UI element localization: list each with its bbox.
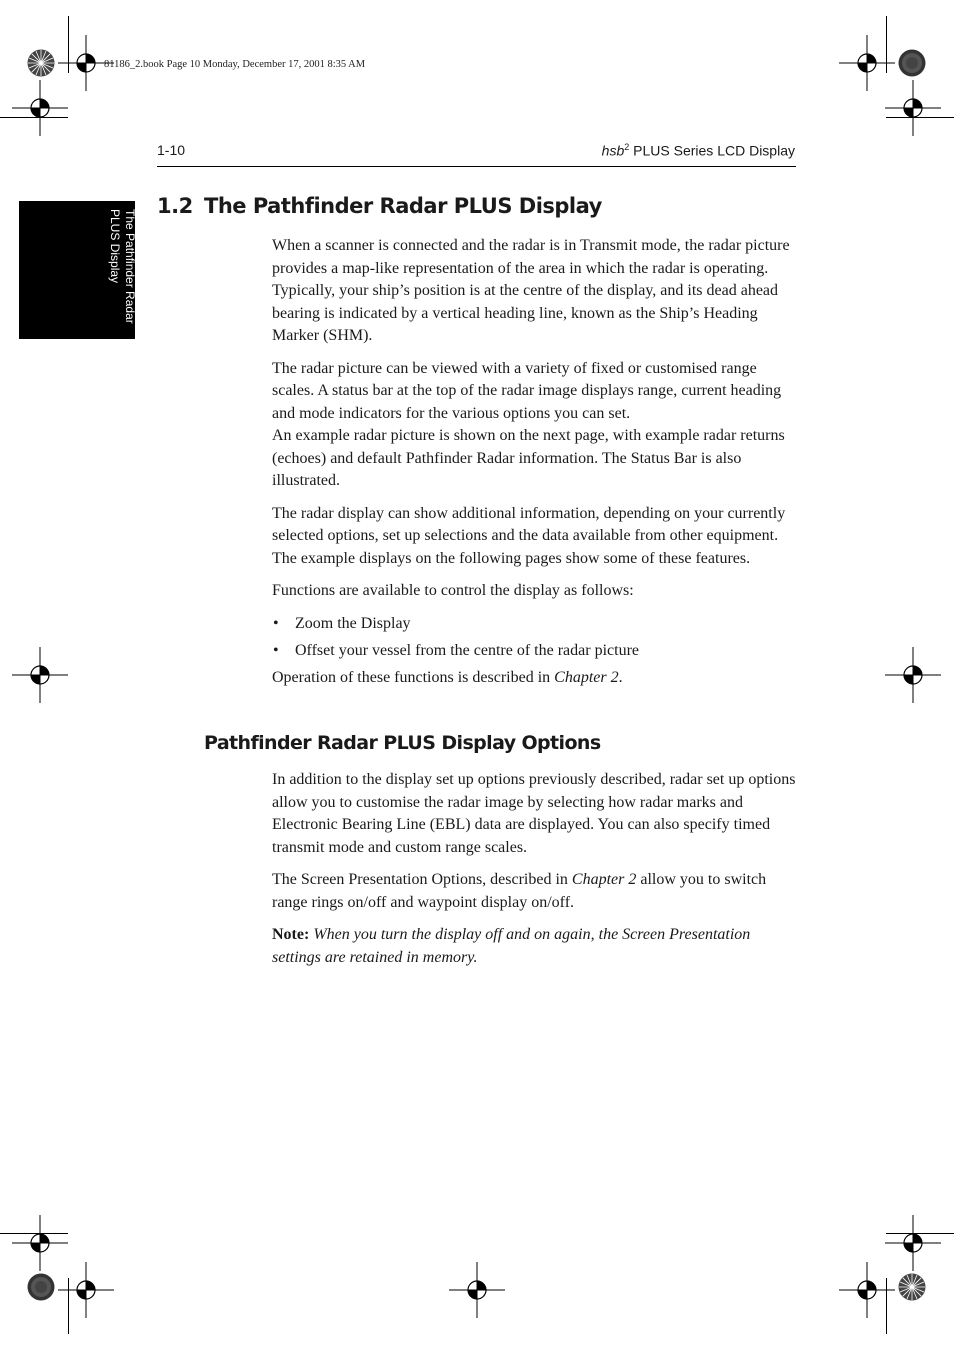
registration-mark-icon <box>12 647 68 703</box>
side-tab-label <box>107 209 137 324</box>
side-tab-line-1: The Pathfinder Radar <box>123 209 137 324</box>
paragraph: The radar picture can be viewed with a variety of fixed or customised range scales. A status bar at the top of the radar image displays range, current heading and mode indicators for the various options you can set. <box>272 359 782 422</box>
paragraph-text: allow you to switch range rings on/off and waypoint display on/off. <box>272 871 767 911</box>
paragraph: An example radar picture is shown on the next page, with example radar returns (echoes) and default Pathfinder Radar information. The Status Bar is also illustrated. <box>272 427 785 489</box>
chapter-side-tab <box>19 201 135 339</box>
registration-mark-icon <box>839 1262 895 1318</box>
section-body <box>272 235 798 690</box>
paragraph: In addition to the display set up options previously described, radar set up options allow you to customise the radar image by selecting how radar marks and Electronic Bearing Line (EBL) data are displayed. You can also specify timed transmit mode and custom range scales. <box>272 771 796 856</box>
paragraph-text: The Screen Presentation Options, described in <box>272 871 572 888</box>
bullet-list <box>272 613 798 663</box>
chapter-reference: Chapter 2 <box>571 871 637 888</box>
paragraph <box>272 667 798 690</box>
header-rule <box>157 166 796 167</box>
side-tab-line-2: PLUS Display <box>108 209 122 284</box>
color-rosette-icon <box>898 49 926 77</box>
section-number: 1.2 <box>157 194 193 218</box>
print-slug: 81186_2.book Page 10 Monday, December 17, 2001 8:35 AM <box>104 59 366 70</box>
note-label: Note: <box>272 926 310 943</box>
note-text: When you turn the display off and on again, the Screen Presentation settings are retained in memory. <box>272 926 751 966</box>
paragraph: Functions are available to control the display as follows: <box>272 582 634 599</box>
brand-superscript: 2 <box>624 142 630 152</box>
running-header-text: PLUS Series LCD Display <box>629 142 795 159</box>
operation-text: Operation of these functions is described in <box>272 669 555 686</box>
running-header-title <box>602 142 795 159</box>
chapter-reference: Chapter 2 <box>554 669 619 686</box>
subsection-body <box>272 769 798 969</box>
color-rosette-icon <box>898 1273 926 1301</box>
section-heading <box>157 194 602 218</box>
page-number: 1-10 <box>157 142 186 158</box>
operation-suffix: . <box>618 669 623 686</box>
paragraph: When a scanner is connected and the radar is in Transmit mode, the radar picture provides a map-like representation of the area in which the radar is operating. Typically, your ship’s position is at the centre of the display, and its dead ahead bearing is indicated by a vertical heading line, known as the Ship’s Heading Marker (SHM). <box>272 237 790 344</box>
registration-mark-icon <box>58 1262 114 1318</box>
registration-mark-icon <box>885 647 941 703</box>
section-title: The Pathfinder Radar PLUS Display <box>204 194 602 218</box>
list-item: • Offset your vessel from the centre of the radar picture <box>272 640 798 663</box>
paragraph <box>272 869 798 914</box>
list-item: • Zoom the Display <box>272 613 798 636</box>
paragraph: The radar display can show additional information, depending on your currently selected options, set up selections and the data available from other equipment. The example displays on the following pages show some of these features. <box>272 504 786 567</box>
registration-mark-icon <box>449 1262 505 1318</box>
registration-mark-icon <box>12 80 68 136</box>
brand-name: hsb <box>601 142 625 159</box>
note <box>272 924 798 969</box>
registration-mark-icon <box>885 80 941 136</box>
subsection-heading: Pathfinder Radar PLUS Display Options <box>204 732 601 754</box>
color-rosette-icon <box>27 1273 55 1301</box>
color-rosette-icon <box>27 49 55 77</box>
